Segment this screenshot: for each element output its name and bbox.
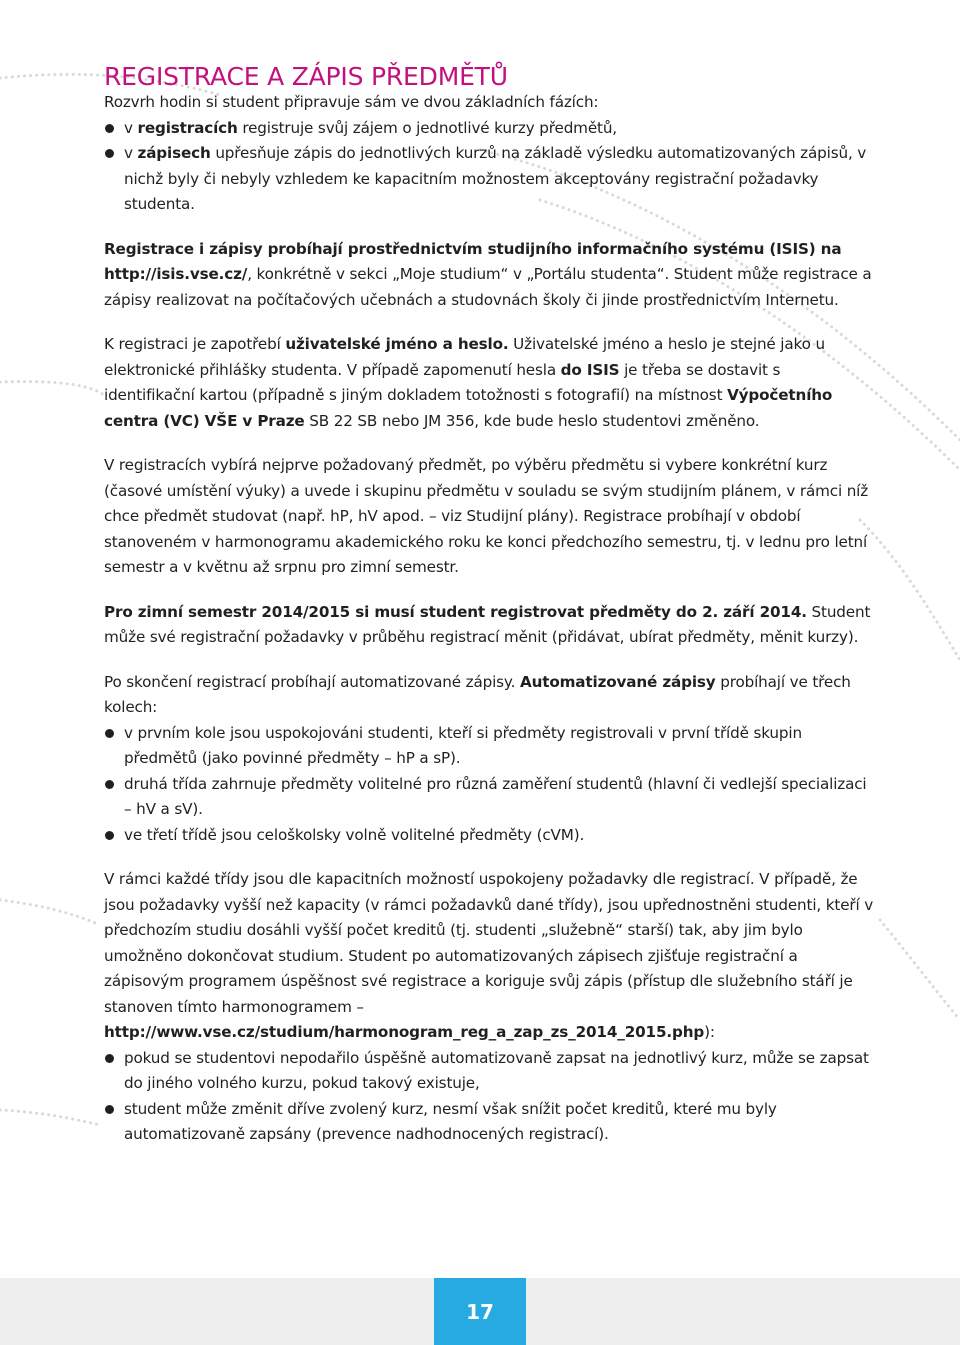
registration-paragraph: V registracích vybírá nejprve požadovaný předmět, po výběru předmětu si vybere konkrétní kurz (časové umístění výuky) a uvede i skupinu předmětu v souladu se svým studijním plánem, v rámci níž chce předmět studovat (např. hP, hV apod. – viz Studijní plány). Registrace probíhají v období stanoveném v harmonogramu akademického roku ke konci předchozího semestru, tj. v lednu pro letní semestr a v květnu až srpnu pro zimní semestr. [104, 456, 869, 576]
list-item: druhá třída zahrnuje předměty volitelné pro různá zaměření studentů (hlavní či vedlejší specializaci – hV a sV). [104, 772, 874, 823]
page-content [104, 62, 874, 1167]
rounds-list [104, 721, 874, 849]
intro-text: Rozvrh hodin si student připravuje sám ve dvou základních fázích: [104, 93, 599, 111]
page-title: REGISTRACE A ZÁPIS PŘEDMĚTŮ [104, 62, 508, 91]
credentials-paragraph: K registraci je zapotřebí uživatelské jméno a heslo. Uživatelské jméno a heslo je stejné jako u elektronické přihlášky studenta. V případě zapomenutí hesla do ISIS je třeba se dostavit s identifikační kartou (případně s jiným dokladem totožnosti s fotografií) na místnost Výpočetního centra (VC) VŠE v Praze SB 22 SB nebo JM 356, kde bude heslo studentovi změněno. [104, 335, 833, 430]
final-list [104, 1046, 874, 1148]
isis-url: http://isis.vse.cz/ [104, 265, 248, 283]
capacity-paragraph: V rámci každé třídy jsou dle kapacitních možností uspokojeny požadavky dle registrací. V případě, že jsou požadavky vyšší než kapacity (v rámci požadavků dané třídy), jsou upřednostněni studenti, kteří v předchozím studiu dosáhli vyšší počet kreditů (tj. studenti „služebně“ starší) tak, aby jim bylo umožněno dokončovat studium. Student po automatizovaných zápisech zjišťuje registrační a zápisovým programem úspěšnost své registrace a koriguje svůj zápis (přístup dle služebního stáří je stanoven tímto harmonogramem – http://www.vse.cz/studium/harmonogram_reg_a_zap_zs_2014_2015.php): [104, 870, 874, 1041]
auto-intro-paragraph: Po skončení registrací probíhají automatizované zápisy. Automatizované zápisy probíhají ve třech kolech: [104, 672, 851, 716]
bullet-icon [105, 1054, 114, 1063]
bullet-icon [105, 1105, 114, 1114]
deadline-paragraph: Pro zimní semestr 2014/2015 si musí student registrovat předměty do 2. září 2014. Student může své registrační požadavky v průběhu registrací měnit (přidávat, ubírat předměty, měnit kurzy). [104, 602, 871, 646]
list-item: v registracích registruje svůj zájem o jednotlivé kurzy předmětů, [104, 116, 874, 142]
isis-paragraph: Registrace i zápisy probíhají prostřednictvím studijního informačního systému (ISIS) na http://isis.vse.cz/, konkrétně v sekci „Moje studium“ v „Portálu studenta“. Student může registrace a zápisy realizovat na počítačových učebnách a studovnách školy či jinde prostřednictvím Internetu. [104, 239, 872, 309]
bullet-icon [105, 780, 114, 789]
list-item: ve třetí třídě jsou celoškolsky volně volitelné předměty (cVM). [104, 823, 874, 849]
list-item: v prvním kole jsou uspokojováni studenti, kteří si předměty registrovali v první třídě skupin předmětů (jako povinné předměty – hP a sP). [104, 721, 874, 772]
bullet-icon [105, 124, 114, 133]
list-item: pokud se studentovi nepodařilo úspěšně automatizovaně zapsat na jednotlivý kurz, může se zapsat do jiného volného kurzu, pokud takový existuje, [104, 1046, 874, 1097]
bullet-icon [105, 729, 114, 738]
page-number: 17 [434, 1278, 526, 1345]
phases-list [104, 116, 874, 218]
list-item: v zápisech upřesňuje zápis do jednotlivých kurzů na základě výsledku automatizovaných zápisů, v nichž byly či nebyly vzhledem ke kapacitním možnostem akceptovány registrační požadavky studenta. [104, 141, 874, 218]
harmonogram-url: http://www.vse.cz/studium/harmonogram_reg_a_zap_zs_2014_2015.php [104, 1023, 705, 1041]
bullet-icon [105, 149, 114, 158]
bullet-icon [105, 831, 114, 840]
list-item: student může změnit dříve zvolený kurz, nesmí však snížit počet kreditů, které mu byly automatizovaně zapsány (prevence nadhodnocených registrací). [104, 1097, 874, 1148]
